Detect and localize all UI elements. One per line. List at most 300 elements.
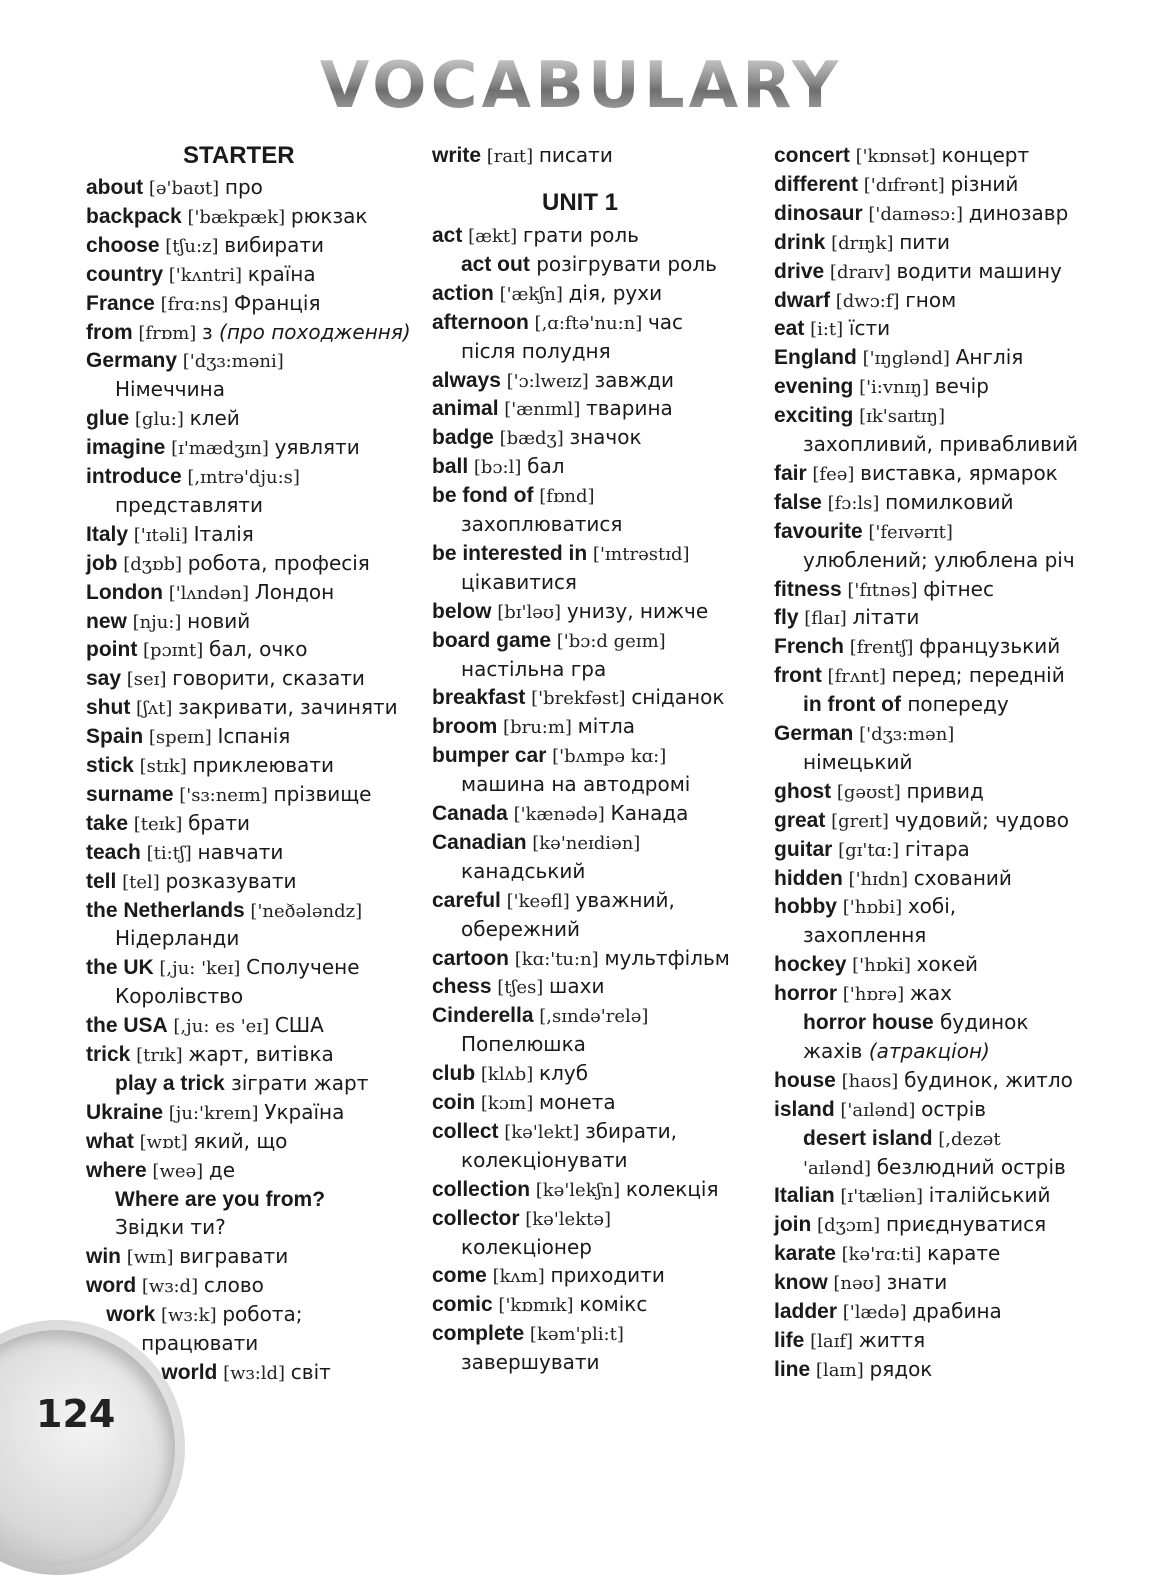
- vocab-entry: [774, 170, 1018, 199]
- translation: прізвище: [273, 781, 372, 806]
- vocab-entry: [461, 1030, 586, 1059]
- headword: broom: [432, 715, 498, 739]
- headword: island: [774, 1097, 835, 1121]
- translation: робота;: [222, 1302, 303, 1327]
- transcription: ['bʌmpə kɑ:]: [546, 746, 667, 768]
- transcription: ['lædə]: [837, 1302, 913, 1323]
- headword: horror: [774, 982, 837, 1006]
- headword: new: [86, 609, 127, 633]
- translation: вечір: [934, 374, 989, 399]
- transcription: [wɜ:ld]: [217, 1362, 291, 1384]
- page-title: VOCABULARY: [0, 46, 1162, 126]
- headword: where: [86, 1158, 147, 1182]
- transcription: [nju:]: [126, 611, 188, 633]
- translation: рюкзак: [290, 203, 368, 228]
- headword: come: [432, 1264, 487, 1288]
- vocab-entry: [774, 1268, 947, 1297]
- translation: США: [274, 1013, 324, 1038]
- transcription: [seɪ]: [121, 669, 173, 691]
- headword: glue: [86, 407, 130, 431]
- headword: trick: [86, 1043, 131, 1066]
- transcription: ['ækʃn]: [493, 283, 569, 305]
- headword: shut: [86, 696, 131, 720]
- headword: stick: [86, 754, 134, 777]
- vocab-entry: [774, 806, 1069, 835]
- headword: Spain: [86, 725, 144, 749]
- transcription: ['hɒrə]: [837, 984, 910, 1006]
- headword: chess: [432, 975, 492, 999]
- translation: жарт, витівка: [188, 1042, 334, 1066]
- vocab-entry: [141, 1329, 258, 1358]
- headword: teach: [86, 840, 141, 864]
- transcription: ['sɜ:neɪm]: [173, 784, 274, 806]
- translation: привид: [906, 778, 984, 803]
- headword: evening: [774, 375, 854, 399]
- headword: board game: [432, 628, 552, 652]
- vocab-entry: [86, 751, 334, 780]
- transcription: [haʊs]: [835, 1070, 905, 1092]
- vocab-entry: [115, 924, 239, 953]
- headword: Cinderella: [432, 1004, 534, 1028]
- vocab-entry: [803, 1037, 990, 1066]
- translation: схований: [913, 865, 1012, 890]
- translation: безлюдний острів: [876, 1154, 1066, 1179]
- headword: comic: [432, 1293, 493, 1317]
- vocab-entry: [86, 173, 263, 202]
- vocab-entry: [86, 231, 324, 260]
- translation: комікс: [579, 1292, 648, 1317]
- headword: Italian: [774, 1184, 835, 1208]
- translation: перед; передній: [891, 663, 1065, 688]
- transcription: ['dʒɜ:mən]: [853, 724, 955, 745]
- headword: choose: [86, 233, 160, 257]
- headword: fair: [774, 461, 807, 485]
- headword: guitar: [774, 837, 833, 861]
- vocab-entry: [774, 1210, 1046, 1239]
- translation: Королівство: [115, 984, 244, 1009]
- transcription: [klʌb]: [475, 1064, 540, 1086]
- translation: Канада: [610, 801, 689, 825]
- transcription: ['bɔ:d geɪm]: [551, 630, 666, 652]
- translation: приєднуватися: [885, 1212, 1047, 1237]
- headword: life: [774, 1328, 805, 1352]
- vocab-entry: [432, 799, 688, 828]
- vocab-entry: [432, 539, 690, 568]
- headword: play a trick: [115, 1071, 225, 1095]
- vocab-entry: [774, 1355, 932, 1384]
- vocab-entry: [432, 279, 662, 308]
- vocab-entry: [461, 1233, 592, 1262]
- vocab-entry: [774, 1181, 1050, 1210]
- vocab-entry: [86, 607, 250, 636]
- transcription: [ɪ'tæliən]: [834, 1186, 929, 1208]
- vocab-entry: [774, 343, 1023, 372]
- translation: завершувати: [461, 1350, 600, 1375]
- vocab-entry: [803, 546, 1075, 575]
- transcription: ['ænɪml]: [498, 399, 587, 421]
- vocab-entry: [432, 1204, 611, 1233]
- translation: розказувати: [165, 868, 297, 893]
- vocab-entry: [115, 1185, 325, 1214]
- vocab-entry: [432, 1001, 648, 1030]
- vocab-entry: [86, 289, 321, 318]
- vocab-entry: [774, 488, 1013, 517]
- vocab-entry: [774, 835, 970, 864]
- translation: тварина: [586, 396, 673, 421]
- section-heading: UNIT 1: [542, 189, 619, 216]
- headword: action: [432, 281, 494, 305]
- transcription: ['neðələndz]: [244, 900, 363, 922]
- vocab-entry: [115, 982, 243, 1011]
- headword: animal: [432, 397, 499, 421]
- transcription: [gəʊst]: [831, 781, 907, 803]
- translation: канадський: [461, 858, 586, 883]
- translation: робота, професія: [187, 550, 370, 575]
- translation: Німеччина: [115, 377, 225, 402]
- vocab-entry: [461, 655, 606, 684]
- translation: улюблений; улюблена річ: [803, 547, 1075, 572]
- headword: act out: [461, 252, 530, 276]
- translation: Лондон: [254, 579, 335, 604]
- vocab-entry: [774, 372, 989, 401]
- transcription: [stɪk]: [133, 756, 193, 777]
- vocab-entry: [115, 1213, 226, 1242]
- translation: Нідерланди: [115, 926, 240, 951]
- vocab-entry: [86, 664, 365, 693]
- headword: desert island: [803, 1126, 933, 1150]
- translation: навчати: [197, 839, 284, 864]
- vocab-entry: [803, 1008, 1028, 1037]
- transcription: [nəʊ]: [827, 1273, 887, 1295]
- translation: з: [202, 319, 220, 344]
- translation-note: (про походження): [219, 319, 411, 344]
- translation: новий: [187, 608, 251, 633]
- translation: клуб: [539, 1061, 589, 1086]
- transcription: [i:t]: [804, 319, 849, 341]
- translation: Італія: [193, 521, 254, 546]
- headword: work: [106, 1303, 156, 1327]
- transcription: ['hɒbi]: [837, 897, 908, 919]
- headword: word: [86, 1274, 137, 1298]
- vocab-entry: [461, 1146, 628, 1175]
- vocab-entry: [774, 199, 1068, 228]
- vocab-entry: [461, 510, 622, 539]
- transcription: ['kænədə]: [507, 804, 611, 825]
- headword: exciting: [774, 404, 854, 428]
- transcription: [tʃu:z]: [159, 235, 225, 257]
- headword: German: [774, 722, 854, 745]
- transcription: [kɑ:'tu:n]: [509, 948, 605, 970]
- translation: фітнес: [923, 576, 994, 601]
- translation: брати: [188, 810, 251, 835]
- translation: вигравати: [179, 1244, 289, 1269]
- transcription: [,dezət: [932, 1128, 1001, 1150]
- headword: Ukraine: [86, 1100, 164, 1124]
- vocab-entry: [774, 719, 954, 748]
- vocab-entry: [461, 915, 580, 944]
- headword: say: [86, 667, 122, 691]
- translation: зіграти жарт: [224, 1070, 369, 1095]
- translation: попереду: [900, 692, 1009, 717]
- vocab-entry: [432, 944, 730, 973]
- headword: ladder: [774, 1300, 838, 1323]
- vocab-entry: [115, 491, 263, 520]
- vocab-entry: [774, 892, 956, 921]
- translation: працювати: [141, 1331, 259, 1355]
- vocab-entry: [86, 578, 334, 607]
- headword: false: [774, 490, 822, 514]
- vocab-entry: [432, 1261, 665, 1290]
- translation: хобі,: [907, 894, 957, 919]
- transcription: ['hɒki]: [846, 955, 917, 977]
- translation: рядок: [869, 1356, 933, 1381]
- headword: bumper car: [432, 744, 547, 768]
- translation: сніданок: [631, 685, 725, 710]
- headword: ball: [432, 455, 469, 479]
- headword: favourite: [774, 519, 863, 543]
- translation-note: (атракціон): [868, 1038, 990, 1063]
- transcription: ['lʌndən]: [162, 582, 255, 604]
- transcription: [,sɪndə'relə]: [533, 1006, 649, 1028]
- transcription: [ɪk'saɪtɪŋ]: [853, 406, 946, 428]
- page-number: 124: [36, 1392, 116, 1436]
- headword: Canada: [432, 802, 508, 825]
- transcription: ['aɪlənd]: [834, 1099, 922, 1121]
- vocab-entry: [774, 632, 1060, 661]
- vocab-entry: [774, 603, 919, 632]
- headword: drink: [774, 230, 826, 254]
- vocab-entry: [432, 1059, 588, 1088]
- vocab-entry: [432, 141, 613, 170]
- headword: badge: [432, 426, 494, 450]
- transcription: [frɒm]: [132, 322, 203, 344]
- transcription: [wɜ:k]: [155, 1305, 223, 1327]
- transcription: [speɪn]: [143, 727, 218, 749]
- headword: surname: [86, 782, 174, 806]
- vocab-entry: [803, 430, 1078, 459]
- transcription: [greɪt]: [825, 810, 895, 832]
- headword: from: [86, 320, 133, 344]
- translation: розігрувати роль: [529, 251, 717, 276]
- translation: захопливий, привабливий: [803, 432, 1079, 456]
- translation: захоплюватися: [461, 512, 623, 536]
- vocab-entry: [774, 257, 1062, 286]
- transcription: [wɒt]: [133, 1131, 194, 1153]
- translation: шахи: [549, 974, 605, 999]
- headword: French: [774, 635, 845, 659]
- transcription: [bɪ'ləʊ]: [491, 601, 567, 623]
- headword: karate: [774, 1242, 836, 1266]
- vocab-entry: [86, 404, 240, 433]
- transcription: 'aɪlənd]: [803, 1157, 877, 1179]
- transcription: [bɔ:l]: [468, 457, 528, 479]
- vocab-entry: [432, 221, 639, 250]
- headword: careful: [432, 888, 501, 912]
- headword: collect: [432, 1119, 499, 1143]
- headword: below: [432, 599, 492, 623]
- translation: мультфільм: [604, 945, 730, 970]
- headword: hobby: [774, 895, 837, 919]
- translation: французький: [919, 634, 1061, 659]
- headword: act: [432, 224, 463, 247]
- vocab-entry: [432, 597, 708, 626]
- headword: horror house: [803, 1011, 934, 1034]
- transcription: [kə'lekʃn]: [530, 1179, 626, 1201]
- vocab-entry: [774, 1095, 986, 1124]
- transcription: [gɪ'tɑ:]: [832, 839, 905, 861]
- headword: collection: [432, 1177, 531, 1201]
- transcription: [ɪ'mædʒɪn]: [165, 438, 275, 460]
- transcription: ['ɪtəli]: [128, 524, 194, 546]
- transcription: [tʃes]: [491, 977, 550, 999]
- transcription: [,ju: 'keɪ]: [153, 958, 247, 980]
- transcription: [flaɪ]: [798, 608, 853, 630]
- vocab-entry: [86, 549, 370, 578]
- transcription: [weə]: [146, 1160, 209, 1182]
- headword: Germany: [86, 349, 178, 373]
- vocab-entry: [774, 1326, 925, 1355]
- headword: ghost: [774, 779, 832, 803]
- translation: бал, очко: [209, 637, 308, 662]
- headword: fly: [774, 606, 799, 630]
- translation: колекціонер: [461, 1234, 592, 1259]
- vocab-entry: [432, 1319, 624, 1348]
- vocab-entry: [774, 575, 994, 604]
- transcription: ['bækpæk]: [181, 206, 291, 228]
- headword: join: [774, 1213, 812, 1237]
- vocab-entry: [774, 979, 952, 1008]
- headword: tell: [86, 869, 117, 893]
- transcription: [,ɑ:ftə'nu:n]: [528, 312, 648, 334]
- headword: Italy: [86, 522, 129, 546]
- headword: cartoon: [432, 946, 510, 970]
- translation: Англія: [955, 345, 1024, 370]
- translation: італійський: [928, 1183, 1051, 1208]
- vocab-entry: [86, 867, 297, 896]
- transcription: [bru:m]: [497, 717, 578, 739]
- translation: будинок, житло: [904, 1067, 1073, 1092]
- headword: about: [86, 176, 144, 199]
- vocab-entry: [774, 459, 1058, 488]
- translation: машина на автодромі: [461, 772, 691, 797]
- vocab-entry: [86, 1098, 344, 1127]
- headword: France: [86, 291, 155, 315]
- translation: уважний,: [575, 887, 675, 912]
- transcription: [frentʃ]: [844, 637, 920, 659]
- translation: чудовий; чудово: [894, 807, 1069, 832]
- transcription: [dwɔ:f]: [830, 290, 906, 312]
- transcription: [feə]: [806, 463, 861, 485]
- translation: представляти: [115, 492, 264, 517]
- translation: острів: [921, 1096, 987, 1121]
- vocab-entry: [86, 722, 290, 751]
- vocab-entry: [432, 452, 564, 481]
- transcription: [wɜ:d]: [136, 1276, 204, 1298]
- vocab-entry: [432, 423, 642, 452]
- headword: fitness: [774, 577, 842, 601]
- translation: уявляти: [274, 435, 360, 460]
- vocab-entry: [461, 1348, 600, 1377]
- transcription: [kʌm]: [486, 1266, 551, 1288]
- transcription: [fɔ:ls]: [821, 492, 886, 514]
- headword: country: [86, 262, 164, 286]
- translation: настільна гра: [461, 656, 607, 681]
- transcription: [,ɪntrə'dju:s]: [181, 467, 300, 488]
- vocab-entry: [86, 462, 300, 491]
- headword: what: [86, 1129, 134, 1153]
- vocab-entry: [86, 346, 284, 375]
- vocab-entry: [461, 250, 717, 279]
- headword: know: [774, 1271, 828, 1295]
- translation: гітара: [904, 836, 970, 861]
- vocab-entry: [803, 748, 913, 777]
- headword: dwarf: [774, 288, 831, 312]
- headword: line: [774, 1357, 811, 1381]
- vocab-entry: [432, 1175, 719, 1204]
- headword: collector: [432, 1206, 520, 1230]
- headword: the USA: [86, 1014, 168, 1038]
- headword: introduce: [86, 465, 182, 488]
- translation: гном: [905, 287, 957, 312]
- headword: the UK: [86, 956, 154, 980]
- vocab-entry: [432, 741, 666, 770]
- transcription: [bædʒ]: [493, 428, 570, 450]
- transcription: ['keəfl]: [500, 890, 576, 912]
- vocab-entry: [774, 141, 1029, 170]
- vocab-entry: [774, 1239, 1000, 1268]
- translation: закривати, зачиняти: [178, 695, 398, 720]
- transcription: ['kɒnsət]: [849, 146, 942, 167]
- translation: писати: [538, 143, 613, 167]
- vocab-entry: [774, 950, 978, 979]
- translation: літати: [852, 605, 920, 630]
- section-heading: STARTER: [183, 142, 295, 169]
- vocab-entry: [86, 693, 398, 722]
- transcription: ['hɪdn]: [842, 868, 914, 890]
- vocab-entry: [161, 1358, 330, 1387]
- translation: клей: [189, 406, 240, 431]
- vocab-entry: [432, 828, 640, 857]
- headword: complete: [432, 1322, 525, 1346]
- vocab-entry: [86, 953, 360, 982]
- headword: world: [161, 1360, 218, 1384]
- translation: колекціонувати: [461, 1147, 628, 1172]
- vocab-entry: [86, 809, 250, 838]
- headword: London: [86, 580, 163, 604]
- transcription: [draɪv]: [824, 261, 897, 283]
- transcription: ['daɪnəsɔ:]: [862, 203, 969, 225]
- translation: бал: [527, 454, 565, 479]
- vocab-entry: [86, 1040, 334, 1069]
- transcription: [laɪf]: [804, 1330, 859, 1352]
- vocab-entry: [86, 433, 360, 462]
- translation: дія, рухи: [568, 280, 663, 305]
- headword: write: [432, 144, 482, 167]
- transcription: [fɒnd]: [533, 486, 595, 508]
- translation: приходити: [550, 1263, 665, 1288]
- headword: England: [774, 346, 857, 370]
- transcription: [wɪn]: [121, 1247, 180, 1269]
- translation: Україна: [264, 1099, 345, 1124]
- transcription: [trɪk]: [130, 1045, 189, 1066]
- transcription: [frɑ:ns]: [154, 293, 235, 315]
- vocab-entry: [432, 481, 595, 510]
- transcription: ['ɪntrəstɪd]: [587, 543, 690, 565]
- translation: цікавитися: [461, 569, 577, 594]
- translation: монета: [539, 1090, 616, 1114]
- transcription: ['fɪtnəs]: [841, 579, 924, 601]
- translation: будинок: [933, 1010, 1029, 1034]
